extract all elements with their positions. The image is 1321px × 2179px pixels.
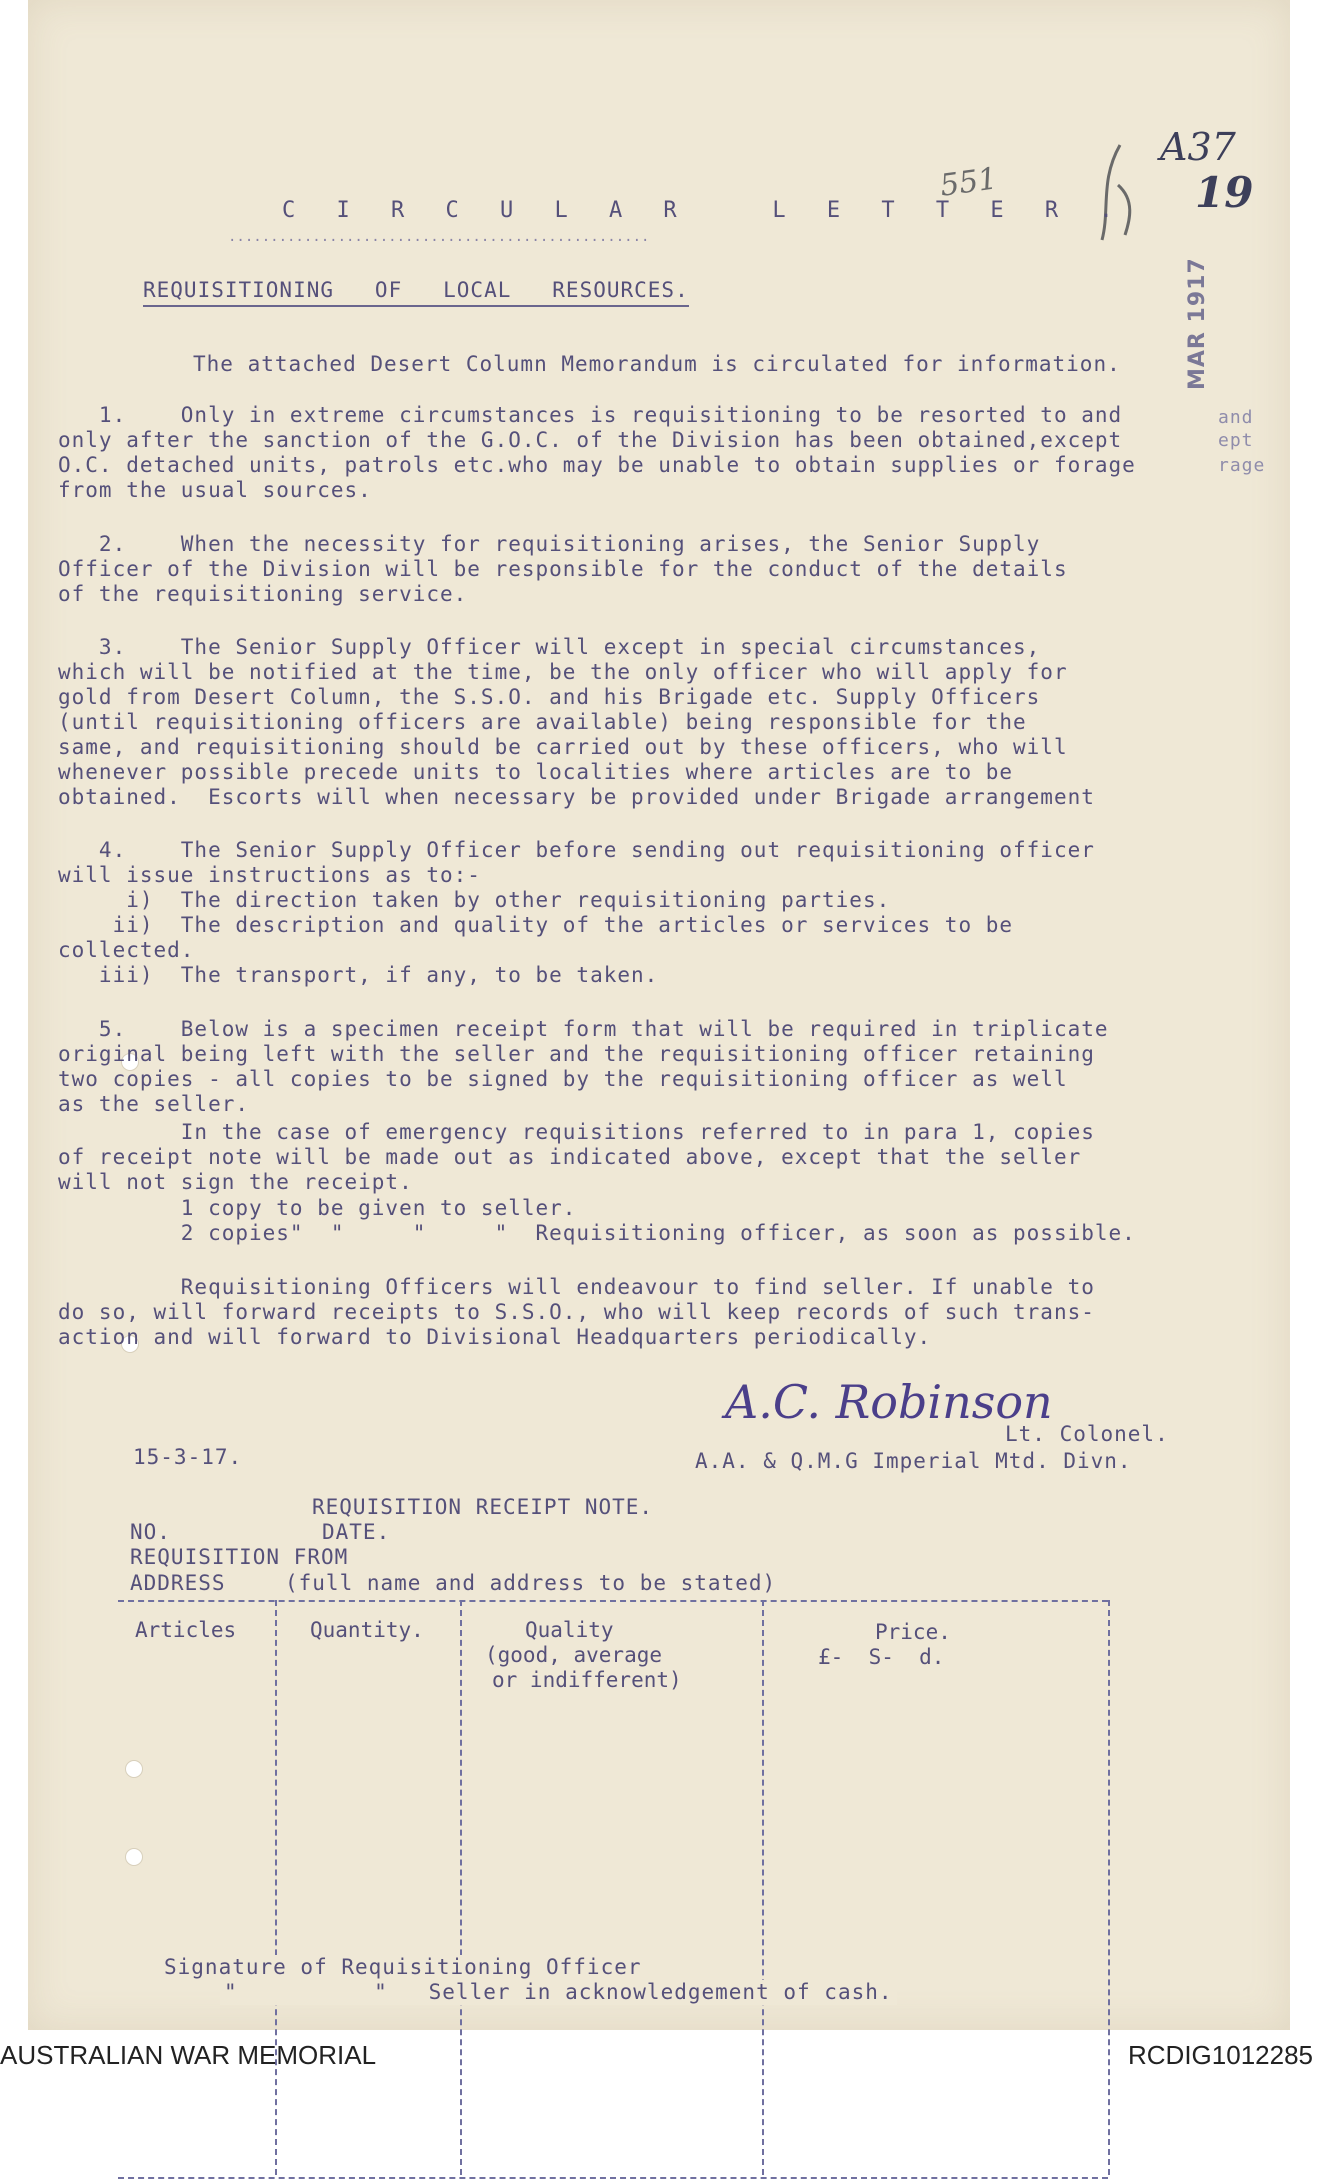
reference-number: 19 [1195, 168, 1254, 217]
para-4-line-4: ii) The description and quality of the articles or services to be [58, 913, 1014, 937]
para-3-line-4: (until requisitioning officers are available) being responsible for the [58, 710, 1027, 734]
para-5-line-2: original being left with the seller and the requisitioning officer retaining [58, 1042, 1095, 1066]
para-5-line-6: of receipt note will be made out as indicated above, except that the seller [58, 1145, 1082, 1169]
para-5-line-3: two copies - all copies to be signed by the requisitioning officer as well [58, 1067, 1068, 1091]
receipt-date-label: DATE. [322, 1520, 391, 1544]
column-price: Price. [875, 1620, 951, 1644]
para-6-line-1: Requisitioning Officers will endeavour to find seller. If unable to [58, 1275, 1095, 1299]
handwritten-signature: A.C. Robinson [725, 1375, 1053, 1429]
address-label: ADDRESS [130, 1571, 226, 1595]
para-1-line-1: 1. Only in extreme circumstances is requisitioning to be resorted to and [58, 403, 1123, 427]
para-3-line-1: 3. The Senior Supply Officer will except in special circumstances, [58, 635, 1041, 659]
archive-reference: RCDIG1012285 [1128, 2040, 1313, 2070]
para-3-line-7: obtained. Escorts will when necessary be provided under Brigade arrangement [58, 785, 1095, 809]
signatory-rank: Lt. Colonel. [1005, 1422, 1169, 1446]
requisition-from-label: REQUISITION FROM [130, 1545, 349, 1569]
para-4-line-6: iii) The transport, if any, to be taken. [58, 963, 659, 987]
para-5-line-4: as the seller. [58, 1092, 250, 1116]
para-3-line-3: gold from Desert Column, the S.S.O. and his Brigade etc. Supply Officers [58, 685, 1041, 709]
margin-mark-3: rage [1218, 455, 1266, 476]
receipt-form-title: REQUISITION RECEIPT NOTE. [312, 1495, 654, 1519]
archive-name: AUSTRALIAN WAR MEMORIAL [0, 2040, 377, 2070]
pencil-mark [1090, 140, 1150, 250]
officer-signature-line: Signature of Requisitioning Officer [160, 1955, 646, 1980]
margin-mark-2: ept [1218, 430, 1254, 451]
para-2-line-1: 2. When the necessity for requisitioning arises, the Senior Supply [58, 532, 1041, 556]
para-3-line-5: same, and requisitioning should be carried out by these officers, who will [58, 735, 1068, 759]
table-divider-3 [762, 1600, 764, 2175]
para-4-line-2: will issue instructions as to:- [58, 863, 481, 887]
margin-mark-1: and [1218, 407, 1254, 428]
para-1-line-4: from the usual sources. [58, 478, 372, 502]
para-1-line-2: only after the sanction of the G.O.C. of the Division has been obtained,except [58, 428, 1123, 452]
pencil-number: 551 [937, 161, 1000, 204]
para-5-line-7: will not sign the receipt. [58, 1170, 413, 1194]
para-4-line-3: i) The direction taken by other requisitioning parties. [58, 888, 891, 912]
para-3-line-2: which will be notified at the time, be the only officer who will apply for [58, 660, 1068, 684]
seller-signature-line: " " Seller in acknowledgement of cash. [220, 1980, 897, 2005]
subject-heading: REQUISITIONING OF LOCAL RESOURCES. [143, 278, 689, 307]
para-5-line-5: In the case of emergency requisitions referred to in para 1, copies [58, 1120, 1095, 1144]
table-divider-4 [1108, 1600, 1110, 2175]
para-5-line-9: 2 copies" " " " Requisitioning officer, as soon as possible. [58, 1221, 1136, 1245]
column-price-units: £- S- d. [818, 1645, 945, 1669]
para-2-line-2: Officer of the Division will be responsible for the conduct of the details [58, 557, 1068, 581]
para-5-line-8: 1 copy to be given to seller. [58, 1196, 577, 1220]
title-dot-rule: .................................................. [228, 229, 650, 245]
column-quality-note-2: or indifferent) [492, 1668, 682, 1692]
para-4-line-5: collected. [58, 938, 195, 962]
table-divider-1 [275, 1600, 277, 2175]
column-articles: Articles [135, 1618, 237, 1642]
para-1-line-3: O.C. detached units, patrols etc.who may be unable to obtain supplies or forage [58, 453, 1136, 477]
column-quality-note-1: (good, average [485, 1643, 663, 1667]
column-quality: Quality [525, 1618, 614, 1642]
para-6-line-2: do so, will forward receipts to S.S.O., who will keep records of such trans- [58, 1300, 1095, 1324]
para-4-line-1: 4. The Senior Supply Officer before sending out requisitioning officer [58, 838, 1095, 862]
reference-mark-top: A37 [1160, 125, 1236, 169]
column-quantity: Quantity. [310, 1618, 424, 1642]
circular-letter-title: C I R C U L A R L E T T E R . [282, 198, 1127, 223]
para-3-line-6: whenever possible precede units to localities where articles are to be [58, 760, 1014, 784]
address-note: (full name and address to be stated) [285, 1571, 777, 1595]
para-6-line-3: action and will forward to Divisional Headquarters periodically. [58, 1325, 932, 1349]
para-5-line-1: 5. Below is a specimen receipt form that will be required in triplicate [58, 1017, 1109, 1041]
table-divider-2 [460, 1600, 462, 2175]
intro-text: The attached Desert Column Memorandum is circulated for information. [193, 352, 1121, 376]
receipt-no-label: NO. [130, 1520, 171, 1544]
received-date-stamp: MAR 1917 [1185, 257, 1210, 390]
para-2-line-3: of the requisitioning service. [58, 582, 468, 606]
letter-date: 15-3-17. [133, 1445, 243, 1469]
signatory-appointment: A.A. & Q.M.G Imperial Mtd. Divn. [695, 1449, 1132, 1473]
